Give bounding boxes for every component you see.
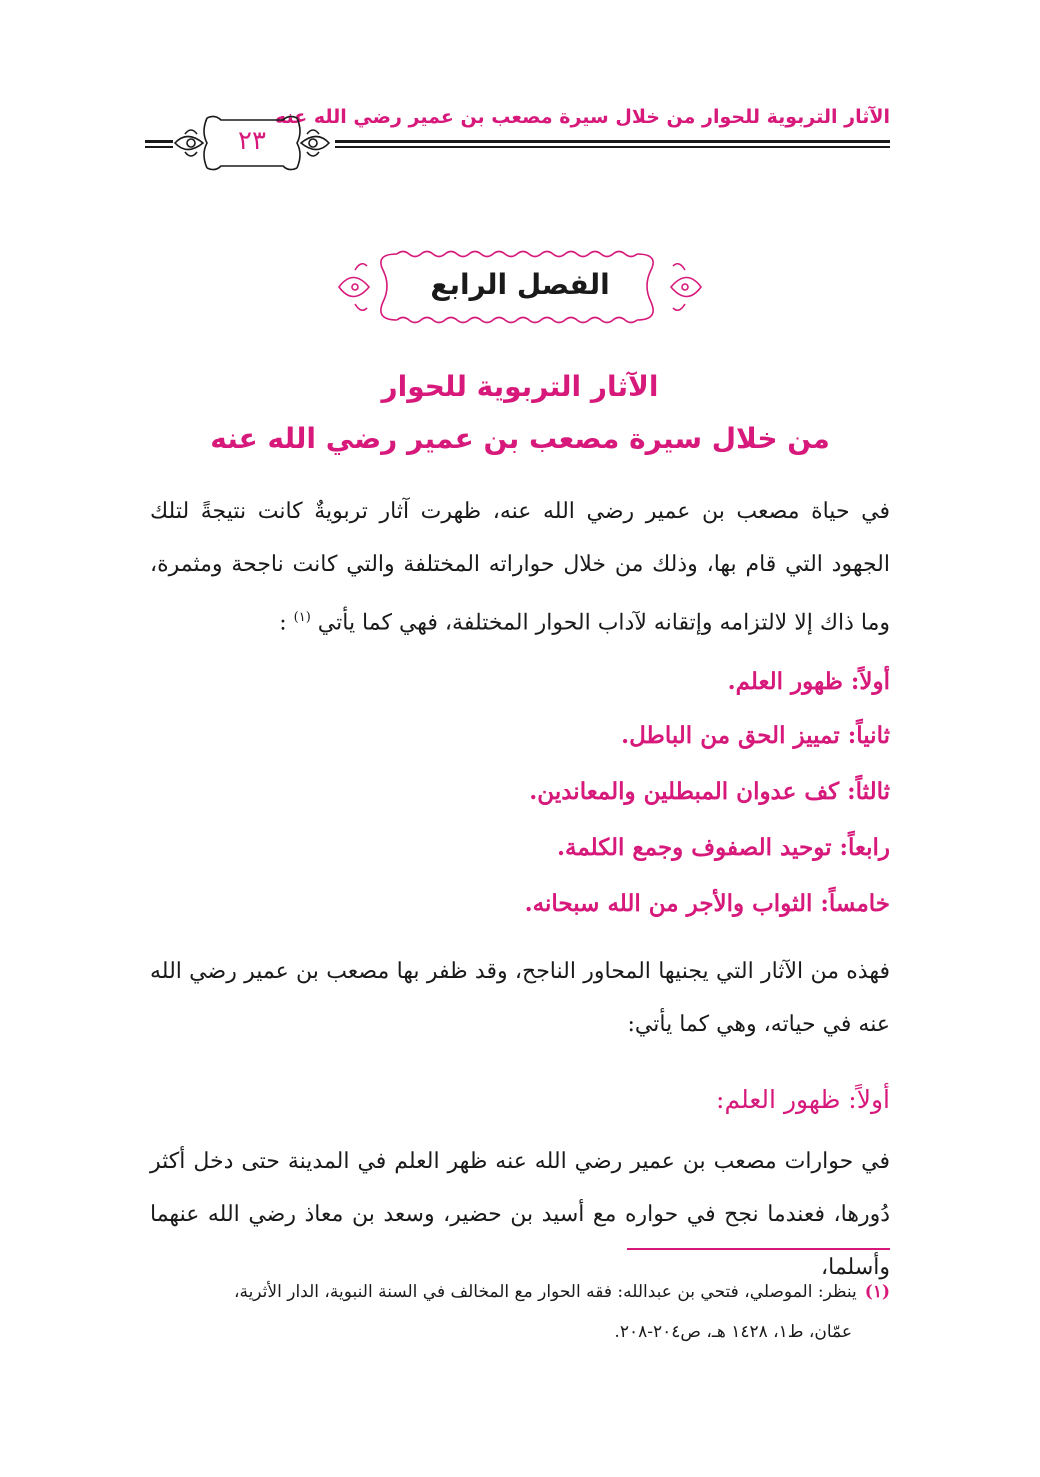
effect-item: رابعاً: توحيد الصفوف وجمع الكلمة. bbox=[557, 834, 890, 861]
effect-item: خامساً: الثواب والأجر من الله سبحانه. bbox=[524, 890, 890, 917]
footnote-divider bbox=[627, 1248, 890, 1250]
footnote-ref[interactable]: (١) bbox=[293, 610, 311, 625]
effect-item: ثانياً: تمييز الحق من الباطل. bbox=[621, 722, 890, 749]
page-number-ornament bbox=[145, 112, 335, 174]
page-header bbox=[145, 100, 890, 180]
main-title-line1: الآثار التربوية للحوار bbox=[381, 370, 659, 403]
intro-text: في حياة مصعب بن عمير رضي الله عنه، ظهرت آثار تربويةٌ كانت نتيجةً لتلك الجهود التي قام بها، وذلك من خلال حواراته المختلفة والتي كانت ناجحة ومثمرة، وما ذاك إلا لالتزامه وإتقانه لآداب الحوار المختلفة، فهي كما يأتي bbox=[150, 499, 890, 636]
footnote-line1 bbox=[150, 1272, 890, 1312]
chapter-title: الفصل الرابع bbox=[430, 268, 610, 301]
section-paragraph: في حوارات مصعب بن عمير رضي الله عنه ظهر العلم في المدينة حتى دخل أكثر دُورها، فعندما نجح في حواره مع أسيد بن حضير، وسعد بن معاذ رضي الله عنهما وأسلما، bbox=[150, 1149, 890, 1280]
page-number: ٢٣ bbox=[238, 126, 266, 156]
effect-item: أولاً: ظهور العلم. bbox=[727, 668, 890, 695]
effect-item: ثالثاً: كف عدوان المبطلين والمعاندين. bbox=[529, 778, 890, 805]
summary-paragraph: فهذه من الآثار التي يجنيها المحاور الناجح، وقد ظفر بها مصعب بن عمير رضي الله عنه في حياته، وهي كما يأتي: bbox=[150, 959, 891, 1037]
main-title-line2: من خلال سيرة مصعب بن عمير رضي الله عنه bbox=[210, 422, 830, 455]
header-rule-right-top bbox=[335, 140, 890, 143]
footnote-number: (١) bbox=[864, 1282, 890, 1302]
footnote-text-1: ينظر: الموصلي، فتحي بن عبدالله: فقه الحوار مع المخالف في السنة النبوية، الدار الأثرية، bbox=[233, 1282, 857, 1302]
footnote bbox=[150, 1272, 890, 1352]
header-rule-right-bottom bbox=[335, 146, 890, 148]
intro-paragraph bbox=[150, 485, 890, 649]
chapter-badge bbox=[335, 240, 705, 332]
footnote-line2: عمّان، ط١، ١٤٢٨ هـ، ص٢٠٤-٢٠٨. bbox=[614, 1322, 852, 1342]
section-heading: أولاً: ظهور العلم: bbox=[716, 1085, 890, 1114]
running-title: الآثار التربوية للحوار من خلال سيرة مصعب بن عمير رضي الله عنه bbox=[275, 106, 890, 128]
intro-tail: : bbox=[279, 610, 287, 636]
